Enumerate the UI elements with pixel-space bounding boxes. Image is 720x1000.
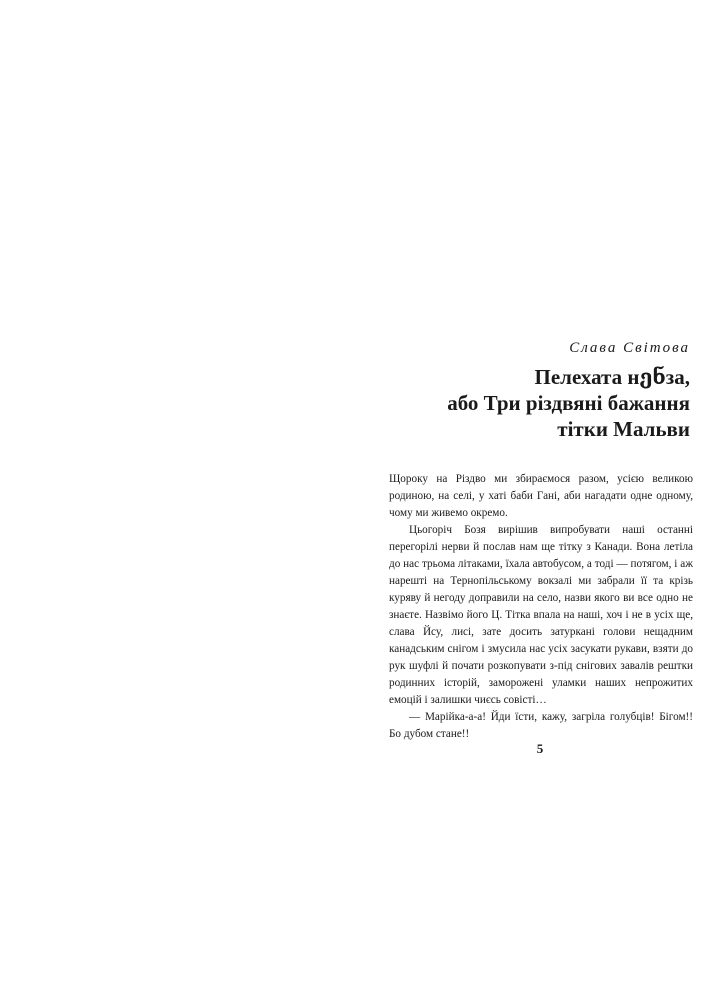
page-number: 5 [536,741,544,756]
title-line: або Три різдвяні бажання [447,391,690,415]
title-line: тітки Мальви [557,417,690,441]
chapter-title [350,364,690,442]
title-line: Пелехата нენза, [534,365,690,389]
paragraph: Цьогоріч Бозя вирішив випробувати наші останні перегорілі нерви й послав нам ще тітку з Канади. Вона летіла до нас трьома літаками, їхала автобусом, а тоді — потягом, і аж нарешті на Тернопільському вокзалі ми забрали її та крізь куряву й негоду доправили на село, назви якого ви все одно не знаєте. Назвімо його Ц. Тітка впала на наші, хоч і не в усіх ще, слава Йсу, лисі, зате досить затуркані голови нещадним канадським снігом і змусила нас усіх засукати рукави, взяти до рук шуфлі й почати розкопувати з-під снігових завалів рештки родинних історій, заморожені уламки наших непрожитих емоцій і залишки чиєсь совісті… [389,524,693,706]
body-text [389,471,693,743]
paragraph: Щороку на Різдво ми збираємося разом, усією великою родиною, на селі, у хаті баби Гані, аби нагадати одне одному, чому ми живемо окремо. [389,473,693,519]
paragraph: — Марійка-а-а! Йди їсти, кажу, загріла голубців! Бігом!! Бо дубом стане!! [389,711,693,740]
author-name: Слава Світова [569,340,690,356]
